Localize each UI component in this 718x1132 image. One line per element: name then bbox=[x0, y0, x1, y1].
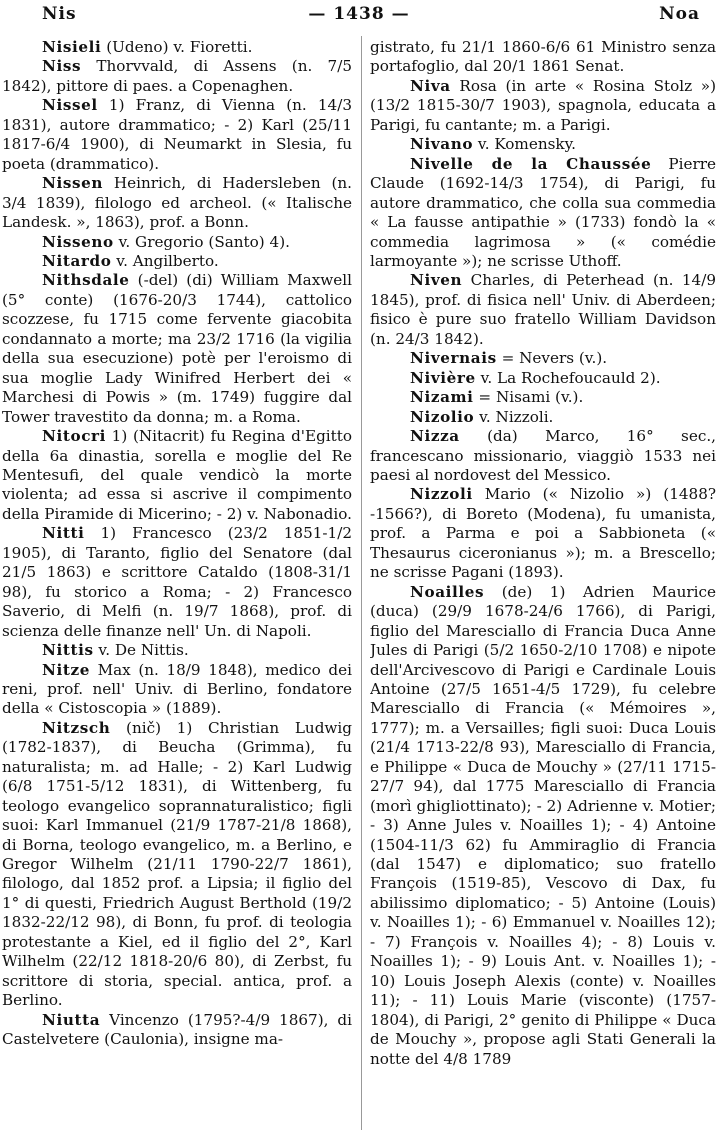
dictionary-entry bbox=[370, 485, 716, 582]
entry-headword: Nizolio bbox=[410, 407, 475, 426]
right-column bbox=[370, 38, 716, 1130]
entry-headword: Niutta bbox=[42, 1010, 101, 1029]
entry-text: v. Nizzoli. bbox=[474, 407, 554, 426]
entry-headword: Nitardo bbox=[42, 251, 112, 270]
running-head-left: Nis bbox=[42, 4, 77, 24]
entry-headword: Niva bbox=[410, 76, 451, 95]
dictionary-entry bbox=[370, 427, 716, 485]
entry-text: Charles, di Peterhead (n. 14/9 1845), prof. di fisica nell' Univ. di Aberdeen; fisico è pure suo fratello William Davidson (n. 24/3 1842). bbox=[370, 271, 716, 348]
dictionary-entry bbox=[2, 38, 352, 57]
dictionary-entry bbox=[2, 524, 352, 641]
dictionary-entry bbox=[2, 174, 352, 232]
entry-text: Max (n. 18/9 1848), medico dei reni, prof. nell' Univ. di Berlino, fondatore della « Cistoscopia » (1889). bbox=[2, 660, 352, 718]
dictionary-entry bbox=[370, 135, 716, 154]
dictionary-entry bbox=[370, 408, 716, 427]
entry-text: 1) Francesco (23/2 1851-1/2 1905), di Taranto, figlio del Senatore (dal 21/5 1863) e scrittore Cataldo (1808-31/1 98), fu storico a Roma; - 2) Francesco Saverio, di Melfi (n. 19/7 1868), prof. di scienza delle finanze nell' Un. di Napoli. bbox=[2, 524, 352, 640]
entry-headword: Nivelle de la Chaussée bbox=[410, 154, 652, 173]
dictionary-entry bbox=[2, 271, 352, 427]
page-number: — 1438 — bbox=[308, 4, 410, 24]
left-column bbox=[2, 38, 352, 1130]
entry-text: 1) (Nitacrit) fu Regina d'Egitto della 6a dinastia, sorella e moglie del Re Mentesufi, del quale vendicò la morte violenta; ad essa si ascrive il compimento della Piramide di Micerino; - 2) v. Nabonadio. bbox=[2, 427, 352, 523]
entry-text: = Nisami (v.). bbox=[473, 388, 584, 407]
dictionary-entry bbox=[2, 1011, 352, 1050]
entry-text: v. Angilberto. bbox=[111, 251, 219, 270]
entry-headword: Nivano bbox=[410, 135, 474, 154]
entry-headword: Nissel bbox=[42, 96, 98, 115]
entry-headword: Noailles bbox=[410, 582, 485, 601]
entry-headword: Nitze bbox=[42, 660, 90, 679]
entry-headword: Niss bbox=[42, 57, 82, 76]
dictionary-entry bbox=[370, 349, 716, 368]
entry-text: = Nevers (v.). bbox=[496, 349, 608, 368]
entry-text: (-del) (di) William Maxwell (5° conte) (1676-20/3 1744), cattolico scozzese, fu 1715 come fervente giacobita condannato a morte; ma 23/2 1716 (la vigilia della sua esecuzione) potè per l'eroismo di sua moglie Lady Winifred Herbert dei « Marchesi di Powis » (m. 1749) fuggire dal Tower travestito da donna; m. a Roma. bbox=[2, 271, 352, 426]
dictionary-entry bbox=[370, 583, 716, 1069]
entry-text: Vincenzo (1795?-4/9 1867), di Castelvetere (Caulonia), insigne ma- bbox=[2, 1010, 352, 1049]
dictionary-entry bbox=[370, 155, 716, 272]
entry-text: Mario (« Nizolio ») (1488?-1566?), di Boreto (Modena), fu umanista, prof. a Parma e poi a Sabbioneta (« Thesaurus ciceronianus »); m. a Brescello; ne scrisse Pagani (1893). bbox=[370, 485, 716, 582]
entry-headword: Nittis bbox=[42, 641, 94, 660]
entry-headword: Niven bbox=[410, 271, 463, 290]
dictionary-entry bbox=[370, 38, 716, 77]
entry-text: Pierre Claude (1692-14/3 1754), di Parigi, fu autore drammatico, che colla sua commedia « La fausse antipathie » (1733) fondò la « commedia lagrimosa » (« comédie larmoyante »); ne scrisse Uthoff. bbox=[370, 154, 716, 270]
entry-text: (Udeno) v. Fioretti. bbox=[101, 38, 253, 56]
entry-text: Heinrich, di Hadersleben (n. 3/4 1839), filologo ed archeol. (« Italische Landesk. », 1863), prof. a Bonn. bbox=[2, 174, 352, 232]
dictionary-entry bbox=[2, 719, 352, 1011]
entry-text: v. De Nittis. bbox=[93, 641, 189, 660]
entry-text: v. Gregorio (Santo) 4). bbox=[113, 232, 290, 251]
entry-text: (da) Marco, 16° sec., francescano missionario, viaggiò 1533 nei paesi al nordovest del Messico. bbox=[370, 427, 716, 484]
dictionary-entry bbox=[370, 271, 716, 349]
entry-headword: Nisieli bbox=[42, 38, 102, 56]
entry-headword: Nizami bbox=[410, 388, 474, 407]
dictionary-entry bbox=[370, 388, 716, 407]
entry-headword: Nithsdale bbox=[42, 271, 130, 290]
entry-headword: Nisseno bbox=[42, 232, 114, 251]
entry-headword: Nizza bbox=[410, 427, 460, 446]
entry-text: v. Komensky. bbox=[473, 135, 576, 154]
entry-text: Thorvvald, di Assens (n. 7/5 1842), pittore di paes. a Copenaghen. bbox=[2, 57, 352, 95]
page-header bbox=[0, 0, 718, 32]
dictionary-entry bbox=[2, 96, 352, 174]
entry-text: v. La Rochefoucauld 2). bbox=[475, 368, 661, 387]
entry-headword: Nitzsch bbox=[42, 718, 111, 737]
entry-headword: Nitocri bbox=[42, 427, 107, 446]
dictionary-entry bbox=[2, 252, 352, 271]
dictionary-entry bbox=[2, 641, 352, 660]
dictionary-entry bbox=[370, 77, 716, 135]
dictionary-entry bbox=[2, 57, 352, 96]
entry-headword: Nizzoli bbox=[410, 485, 473, 504]
dictionary-entry bbox=[2, 661, 352, 719]
entry-headword: Nivière bbox=[410, 368, 476, 387]
running-head-right: Noa bbox=[659, 4, 700, 24]
entry-headword: Nitti bbox=[42, 524, 85, 543]
entry-text: 1) Franz, di Vienna (n. 14/3 1831), autore drammatico; - 2) Karl (25/11 1817-6/4 1900), di Neumarkt in Slesia, fu poeta (drammatico). bbox=[2, 96, 352, 173]
column-divider bbox=[361, 36, 362, 1130]
entry-text: gistrato, fu 21/1 1860-6/6 61 Ministro senza portafoglio, dal 20/1 1861 Senat. bbox=[370, 38, 716, 76]
entry-text: (nič) 1) Christian Ludwig (1782-1837), di Beucha (Grimma), fu naturalista; m. ad Halle; - 2) Karl Ludwig (6/8 1751-5/12 1831), di Wittenberg, fu teologo evangelico soprannaturalistico; figli suoi: Karl Immanuel (21/9 1787-21/8 1868), di Borna, teologo evangelico, m. a Berlino, e Gregor Wilhelm (21/11 1790-22/7 1861), filologo, dal 1852 prof. a Lipsia; il figlio del 1° di questi, Friedrich August Berthold (19/2 1832-22/12 98), di Bonn, fu prof. di teologia protestante a Kiel, ed il figlio del 2°, Karl Wilhelm (22/12 1818-20/6 80), di Zerbst, fu scrittore di storia, special. antica, prof. a Berlino. bbox=[2, 718, 352, 1010]
entry-headword: Nissen bbox=[42, 174, 104, 193]
dictionary-entry bbox=[2, 233, 352, 252]
dictionary-entry bbox=[370, 369, 716, 388]
entry-text: Rosa (in arte « Rosina Stolz ») (13/2 1815-30/7 1903), spagnola, educata a Parigi, fu cantante; m. a Parigi. bbox=[370, 76, 716, 134]
entry-headword: Nivernais bbox=[410, 349, 497, 368]
dictionary-entry bbox=[2, 427, 352, 524]
entry-text: (de) 1) Adrien Maurice (duca) (29/9 1678-24/6 1766), di Parigi, figlio del Maresciallo di Francia Duca Anne Jules di Parigi (5/2 1650-2/10 1708) e nipote dell'Arcivescovo di Parigi e Cardinale Louis Antoine (27/5 1651-4/5 1729), fu celebre Maresciallo di Francia (« Mémoires », 1777); m. a Versailles; figli suoi: Duca Louis (21/4 1713-22/8 93), Maresciallo di Francia, e Philippe « Duca de Mouchy » (27/11 1715-27/7 94), dal 1775 Maresciallo di Francia (morì ghigliottinato); - 2) Adrienne v. Motier; - 3) Anne Jules v. Noailles 1); - 4) Antoine (1504-11/3 62) fu Ammiraglio di Francia (dal 1547) e diplomatico; suo fratello François (1519-85), Vescovo di Dax, fu abilissimo diplomatico; - 5) Antoine (Louis) v. Noailles 1); - 6) Emmanuel v. Noailles 12); - 7) François v. Noailles 4); - 8) Louis v. Noailles 1); - 9) Louis Ant. v. Noailles 1); - 10) Louis Joseph Alexis (conte) v. Noailles 11); - 11) Louis Marie (visconte) (1757-1804), di Parigi, 2° genito di Philippe « Duca de Mouchy », propose agli Stati Generali la notte del 4/8 1789 bbox=[370, 582, 716, 1068]
